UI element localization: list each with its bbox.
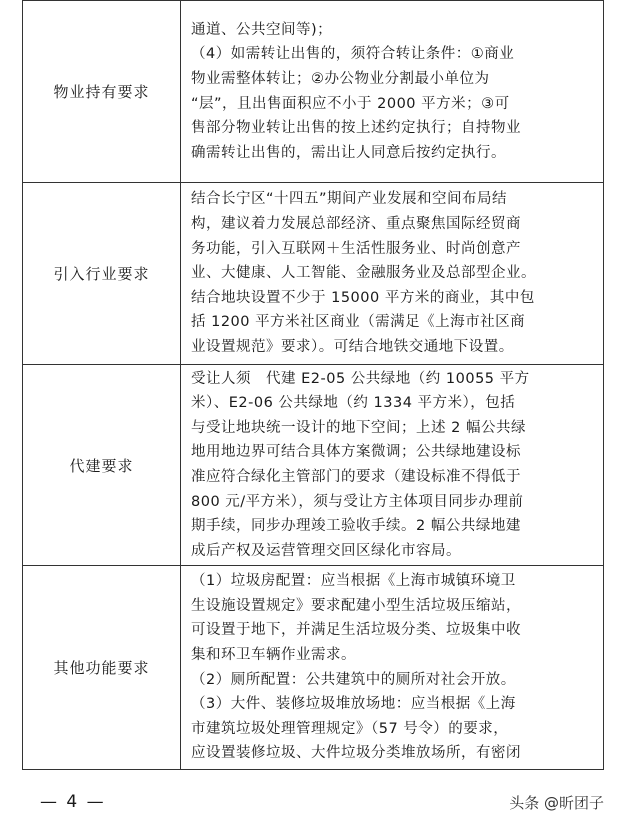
text-line: 与受让地块统一设计的地下空间；上述 2 幅公共绿 [191,419,526,436]
text-line: 业设置规范》要求）。可结合地铁交通地下设置。 [191,338,514,355]
table-row-construction [23,365,604,566]
text-line: 构，建议着力发展总部经济、重点聚焦国际经贸商 [191,216,521,233]
requirements-table [22,0,604,770]
text-line: 业、大健康、人工智能、金融服务业及总部型企业。 [191,265,536,282]
text-line: 地用地边界可结合具体方案微调；公共绿地建设标 [191,444,521,461]
text-line: 括 1200 平方米社区商业（需满足《上海市社区商 [191,314,526,331]
text-line: 米）、E2-06 公共绿地（约 1334 平方米），包括 [191,395,516,412]
row-label: 其他功能要求 [23,566,181,770]
text-line: 结合长宁区“十四五”期间产业发展和空间布局结 [191,191,508,208]
text-line: 成后产权及运营管理交回区绿化市容局。 [191,542,461,559]
text-line: 物业需整体转让；②办公物业分割最小单位为 [191,70,490,87]
row-content [181,566,604,770]
text-line: 通道、公共空间等)； [191,21,333,38]
text-line: 生设施设置规定》要求配建小型生活垃圾压缩站， [191,597,521,614]
text-line: 期手续，同步办理竣工验收手续。2 幅公共绿地建 [191,518,521,535]
text-line: 确需转让出售的，需出让人同意后按约定执行。 [191,144,506,161]
text-line: （1）垃圾房配置：应当根据《上海市城镇环境卫 [191,573,516,590]
row-label: 物业持有要求 [23,1,181,183]
text-line: 准应符合绿化主管部门的要求（建设标准不得低于 [191,469,521,485]
text-line: （2）厕所配置：公共建筑中的厕所对社会开放。 [191,671,516,688]
text-line: 可设置于地下，并满足生活垃圾分类、垃圾集中收 [191,622,521,639]
text-line: 集和环卫车辆作业需求。 [191,646,356,663]
text-line: “层”，且出售面积应不小于 2000 平方米；③可 [191,95,510,112]
row-content [181,365,604,566]
text-line: 市建筑垃圾处理管理规定》（57 号令）的要求， [191,720,509,737]
text-line: 800 元/平方米），须与受让方主体项目同步办理前 [191,493,524,510]
table-row-industry [23,183,604,365]
text-line: （3）大件、装修垃圾堆放场地：应当根据《上海 [191,696,516,713]
table-row-other [23,566,604,770]
row-label: 引入行业要求 [23,183,181,365]
text-line: 应设置装修垃圾、大件垃圾分类堆放场所，有密闭 [191,745,521,762]
text-line: 结合地块设置不少于 15000 平方米的商业，其中包 [191,289,535,306]
row-content [181,183,604,365]
text-line: 售部分物业转让出售的按上述约定执行；自持物业 [191,120,521,137]
text-line: （4）如需转让出售的，须符合转让条件：①商业 [191,46,515,63]
row-label: 代建要求 [23,365,181,566]
text-line: 受让人须 代建 E2-05 公共绿地（约 10055 平方 [191,370,530,387]
row-content [181,1,604,183]
watermark-brand: 头条 @昕团子 [509,794,604,812]
page-number: — 4 — [40,792,106,812]
table-row-holding [23,1,604,183]
text-line: 务功能，引入互联网＋生活性服务业、时尚创意产 [191,240,521,257]
